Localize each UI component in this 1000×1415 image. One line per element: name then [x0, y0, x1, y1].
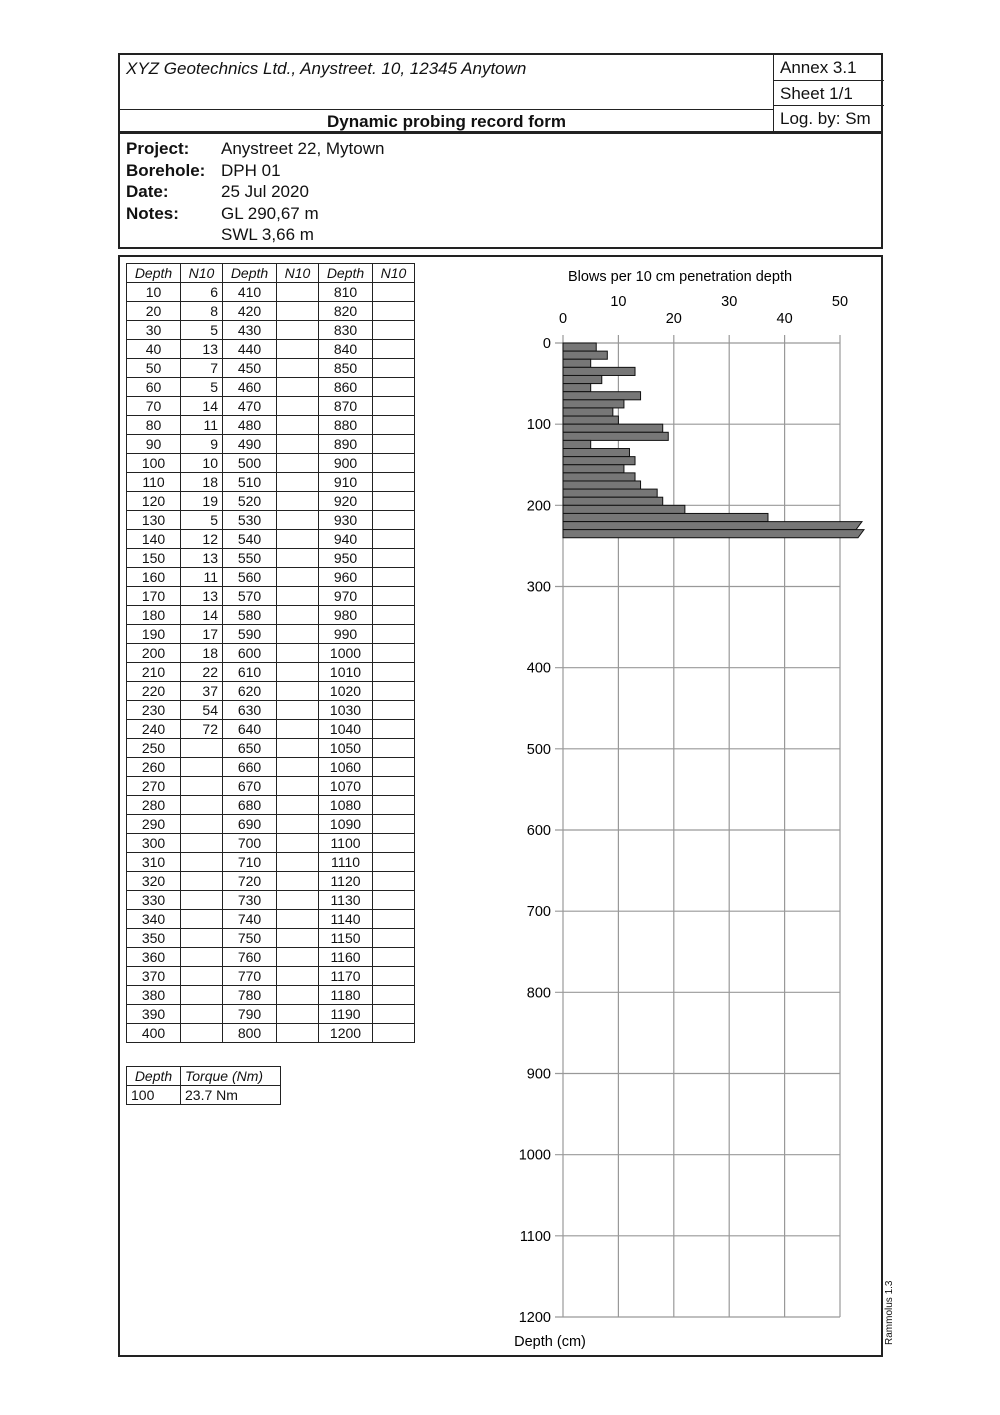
- depth-cell: 180: [127, 606, 181, 625]
- bar-clipped: [563, 522, 862, 530]
- depth-cell: 410: [223, 283, 277, 302]
- depth-cell: 970: [319, 587, 373, 606]
- depth-cell: 190: [127, 625, 181, 644]
- depth-cell: 310: [127, 853, 181, 872]
- depth-cell: 370: [127, 967, 181, 986]
- x-tick-label: 30: [721, 294, 738, 310]
- torque-depth: 100: [127, 1086, 181, 1105]
- bar: [563, 481, 641, 489]
- borehole-label: Borehole:: [126, 161, 206, 180]
- depth-cell: 40: [127, 340, 181, 359]
- depth-cell: 1140: [319, 910, 373, 929]
- date-value: 25 Jul 2020: [221, 182, 309, 201]
- depth-cell: 1190: [319, 1005, 373, 1024]
- depth-cell: 420: [223, 302, 277, 321]
- depth-cell: 990: [319, 625, 373, 644]
- depth-cell: 530: [223, 511, 277, 530]
- y-tick-label: 300: [526, 579, 551, 596]
- depth-cell: 1200: [319, 1024, 373, 1043]
- bar: [563, 375, 602, 383]
- depth-cell: 200: [127, 644, 181, 663]
- depth-cell: 130: [127, 511, 181, 530]
- depth-cell: 320: [127, 872, 181, 891]
- bar: [563, 440, 591, 448]
- depth-cell: 270: [127, 777, 181, 796]
- col-header-n10-2: N10: [277, 264, 319, 283]
- bar: [563, 505, 685, 513]
- company-address: XYZ Geotechnics Ltd., Anystreet. 10, 12345 Anytown: [126, 59, 527, 78]
- depth-cell: 930: [319, 511, 373, 530]
- depth-cell: 90: [127, 435, 181, 454]
- depth-cell: 360: [127, 948, 181, 967]
- y-tick-label: 100: [526, 417, 551, 434]
- torque-header-value: Torque (Nm): [181, 1067, 281, 1086]
- depth-cell: 1020: [319, 682, 373, 701]
- depth-cell: 890: [319, 435, 373, 454]
- bar-clipped: [563, 530, 864, 538]
- depth-cell: 400: [127, 1024, 181, 1043]
- depth-cell: 950: [319, 549, 373, 568]
- depth-cell: 1150: [319, 929, 373, 948]
- depth-cell: 510: [223, 473, 277, 492]
- depth-cell: 380: [127, 986, 181, 1005]
- depth-cell: 150: [127, 549, 181, 568]
- depth-cell: 1100: [319, 834, 373, 853]
- depth-cell: 630: [223, 701, 277, 720]
- n10-cell: 5: [181, 511, 223, 530]
- borehole-value: DPH 01: [221, 161, 281, 180]
- depth-cell: 500: [223, 454, 277, 473]
- depth-cell: 740: [223, 910, 277, 929]
- depth-cell: 1090: [319, 815, 373, 834]
- depth-cell: 70: [127, 397, 181, 416]
- depth-cell: 290: [127, 815, 181, 834]
- y-tick-label: 200: [526, 498, 551, 515]
- n10-cell: 5: [181, 378, 223, 397]
- x-tick-label: 10: [610, 294, 627, 310]
- depth-cell: 110: [127, 473, 181, 492]
- bar: [563, 473, 635, 481]
- depth-cell: 700: [223, 834, 277, 853]
- y-tick-label: 800: [526, 985, 551, 1002]
- n10-cell: 5: [181, 321, 223, 340]
- depth-cell: 590: [223, 625, 277, 644]
- col-header-depth-2: Depth: [223, 264, 277, 283]
- depth-cell: 640: [223, 720, 277, 739]
- depth-cell: 460: [223, 378, 277, 397]
- n10-cell: 37: [181, 682, 223, 701]
- bar: [563, 384, 591, 392]
- depth-cell: 900: [319, 454, 373, 473]
- depth-cell: 50: [127, 359, 181, 378]
- depth-cell: 1070: [319, 777, 373, 796]
- depth-cell: 480: [223, 416, 277, 435]
- depth-cell: 670: [223, 777, 277, 796]
- y-tick-label: 0: [542, 336, 551, 352]
- n10-cell: 72: [181, 720, 223, 739]
- chart-title: Blows per 10 cm penetration depth: [567, 269, 793, 285]
- bar: [563, 424, 663, 432]
- depth-cell: 20: [127, 302, 181, 321]
- n10-cell: 13: [181, 340, 223, 359]
- sheet-label: Sheet 1/1: [774, 81, 884, 107]
- depth-cell: 100: [127, 454, 181, 473]
- depth-cell: 250: [127, 739, 181, 758]
- depth-cell: 880: [319, 416, 373, 435]
- depth-cell: 650: [223, 739, 277, 758]
- depth-cell: 300: [127, 834, 181, 853]
- bar: [563, 400, 624, 408]
- bar: [563, 359, 591, 367]
- depth-cell: 830: [319, 321, 373, 340]
- depth-cell: 690: [223, 815, 277, 834]
- date-label: Date:: [126, 182, 169, 201]
- n10-cell: 19: [181, 492, 223, 511]
- depth-cell: 390: [127, 1005, 181, 1024]
- bar: [563, 489, 657, 497]
- depth-cell: 860: [319, 378, 373, 397]
- depth-cell: 330: [127, 891, 181, 910]
- depth-cell: 450: [223, 359, 277, 378]
- annex-label: Annex 3.1: [774, 55, 884, 81]
- depth-cell: 600: [223, 644, 277, 663]
- depth-cell: 10: [127, 283, 181, 302]
- depth-cell: 1010: [319, 663, 373, 682]
- depth-cell: 230: [127, 701, 181, 720]
- n10-cell: 13: [181, 587, 223, 606]
- depth-cell: 610: [223, 663, 277, 682]
- chart-y-axis-label: Depth (cm): [514, 1334, 586, 1350]
- depth-cell: 960: [319, 568, 373, 587]
- y-tick-label: 900: [526, 1066, 551, 1083]
- depth-cell: 750: [223, 929, 277, 948]
- depth-cell: 1050: [319, 739, 373, 758]
- depth-cell: 770: [223, 967, 277, 986]
- n10-cell: 9: [181, 435, 223, 454]
- depth-cell: 840: [319, 340, 373, 359]
- software-credit: Rammolus 1.3: [884, 1280, 895, 1345]
- n10-cell: 6: [181, 283, 223, 302]
- depth-cell: 720: [223, 872, 277, 891]
- y-tick-label: 500: [526, 741, 551, 758]
- n10-cell: 17: [181, 625, 223, 644]
- depth-cell: 710: [223, 853, 277, 872]
- depth-cell: 620: [223, 682, 277, 701]
- depth-cell: 820: [319, 302, 373, 321]
- col-header-n10-1: N10: [181, 264, 223, 283]
- col-header-n10-3: N10: [373, 264, 415, 283]
- bar: [563, 392, 641, 400]
- depth-cell: 490: [223, 435, 277, 454]
- depth-cell: 60: [127, 378, 181, 397]
- y-tick-label: 400: [526, 660, 551, 677]
- depth-cell: 730: [223, 891, 277, 910]
- depth-cell: 1000: [319, 644, 373, 663]
- depth-cell: 540: [223, 530, 277, 549]
- bar: [563, 351, 607, 359]
- depth-cell: 1180: [319, 986, 373, 1005]
- depth-cell: 160: [127, 568, 181, 587]
- notes-label: Notes:: [126, 204, 179, 223]
- bar: [563, 457, 635, 465]
- y-tick-label: 700: [526, 904, 551, 921]
- torque-value: 23.7 Nm: [181, 1086, 281, 1105]
- project-value: Anystreet 22, Mytown: [221, 139, 385, 158]
- torque-header-depth: Depth: [127, 1067, 181, 1086]
- n10-cell: 18: [181, 473, 223, 492]
- bar: [563, 408, 613, 416]
- depth-cell: 800: [223, 1024, 277, 1043]
- depth-cell: 260: [127, 758, 181, 777]
- depth-cell: 430: [223, 321, 277, 340]
- depth-cell: 780: [223, 986, 277, 1005]
- notes-value-2: SWL 3,66 m: [221, 225, 314, 244]
- depth-cell: 680: [223, 796, 277, 815]
- depth-cell: 850: [319, 359, 373, 378]
- x-tick-label: 50: [831, 294, 849, 310]
- depth-cell: 550: [223, 549, 277, 568]
- bar: [563, 449, 629, 457]
- y-tick-label: 1100: [519, 1228, 551, 1245]
- depth-cell: 80: [127, 416, 181, 435]
- depth-cell: 1120: [319, 872, 373, 891]
- col-header-depth-3: Depth: [319, 264, 373, 283]
- depth-cell: 30: [127, 321, 181, 340]
- depth-cell: 220: [127, 682, 181, 701]
- y-tick-label: 1200: [518, 1310, 551, 1326]
- n10-cell: 10: [181, 454, 223, 473]
- depth-cell: 520: [223, 492, 277, 511]
- depth-cell: 280: [127, 796, 181, 815]
- depth-cell: 340: [127, 910, 181, 929]
- n10-cell: 14: [181, 606, 223, 625]
- depth-cell: 570: [223, 587, 277, 606]
- depth-cell: 870: [319, 397, 373, 416]
- depth-cell: 1040: [319, 720, 373, 739]
- depth-cell: 140: [127, 530, 181, 549]
- depth-cell: 920: [319, 492, 373, 511]
- bar: [563, 343, 596, 351]
- depth-cell: 980: [319, 606, 373, 625]
- n10-cell: 18: [181, 644, 223, 663]
- depth-cell: 790: [223, 1005, 277, 1024]
- project-label: Project:: [126, 139, 190, 158]
- depth-cell: 560: [223, 568, 277, 587]
- depth-cell: 660: [223, 758, 277, 777]
- n10-cell: 14: [181, 397, 223, 416]
- depth-cell: 350: [127, 929, 181, 948]
- depth-cell: 1160: [319, 948, 373, 967]
- n10-cell: 13: [181, 549, 223, 568]
- y-tick-label: 600: [526, 823, 551, 839]
- depth-cell: 440: [223, 340, 277, 359]
- depth-cell: 210: [127, 663, 181, 682]
- depth-cell: 1030: [319, 701, 373, 720]
- x-tick-label: 40: [776, 311, 793, 327]
- depth-cell: 1060: [319, 758, 373, 777]
- bar: [563, 497, 663, 505]
- n10-cell: 7: [181, 359, 223, 378]
- y-tick-label: 1000: [518, 1147, 551, 1164]
- col-header-depth-1: Depth: [127, 264, 181, 283]
- depth-cell: 940: [319, 530, 373, 549]
- x-tick-label: 0: [558, 311, 568, 327]
- x-tick-label: 20: [665, 311, 682, 327]
- bar: [563, 367, 635, 375]
- depth-cell: 1170: [319, 967, 373, 986]
- bar: [563, 513, 768, 521]
- n10-cell: 11: [181, 568, 223, 587]
- bar: [563, 416, 618, 424]
- depth-cell: 170: [127, 587, 181, 606]
- form-title: Dynamic probing record form: [120, 109, 773, 134]
- depth-cell: 1110: [319, 853, 373, 872]
- depth-cell: 120: [127, 492, 181, 511]
- depth-cell: 810: [319, 283, 373, 302]
- bar: [563, 432, 668, 440]
- logged-by-label: Log. by: Sm: [780, 109, 871, 129]
- depth-cell: 910: [319, 473, 373, 492]
- n10-cell: 54: [181, 701, 223, 720]
- n10-cell: 12: [181, 530, 223, 549]
- depth-cell: 580: [223, 606, 277, 625]
- chart-bars: [563, 343, 864, 538]
- depth-cell: 240: [127, 720, 181, 739]
- n10-cell: 22: [181, 663, 223, 682]
- depth-cell: 1130: [319, 891, 373, 910]
- n10-cell: 8: [181, 302, 223, 321]
- bar: [563, 465, 624, 473]
- depth-cell: 470: [223, 397, 277, 416]
- n10-cell: 11: [181, 416, 223, 435]
- depth-cell: 760: [223, 948, 277, 967]
- depth-cell: 1080: [319, 796, 373, 815]
- notes-value-1: GL 290,67 m: [221, 204, 319, 223]
